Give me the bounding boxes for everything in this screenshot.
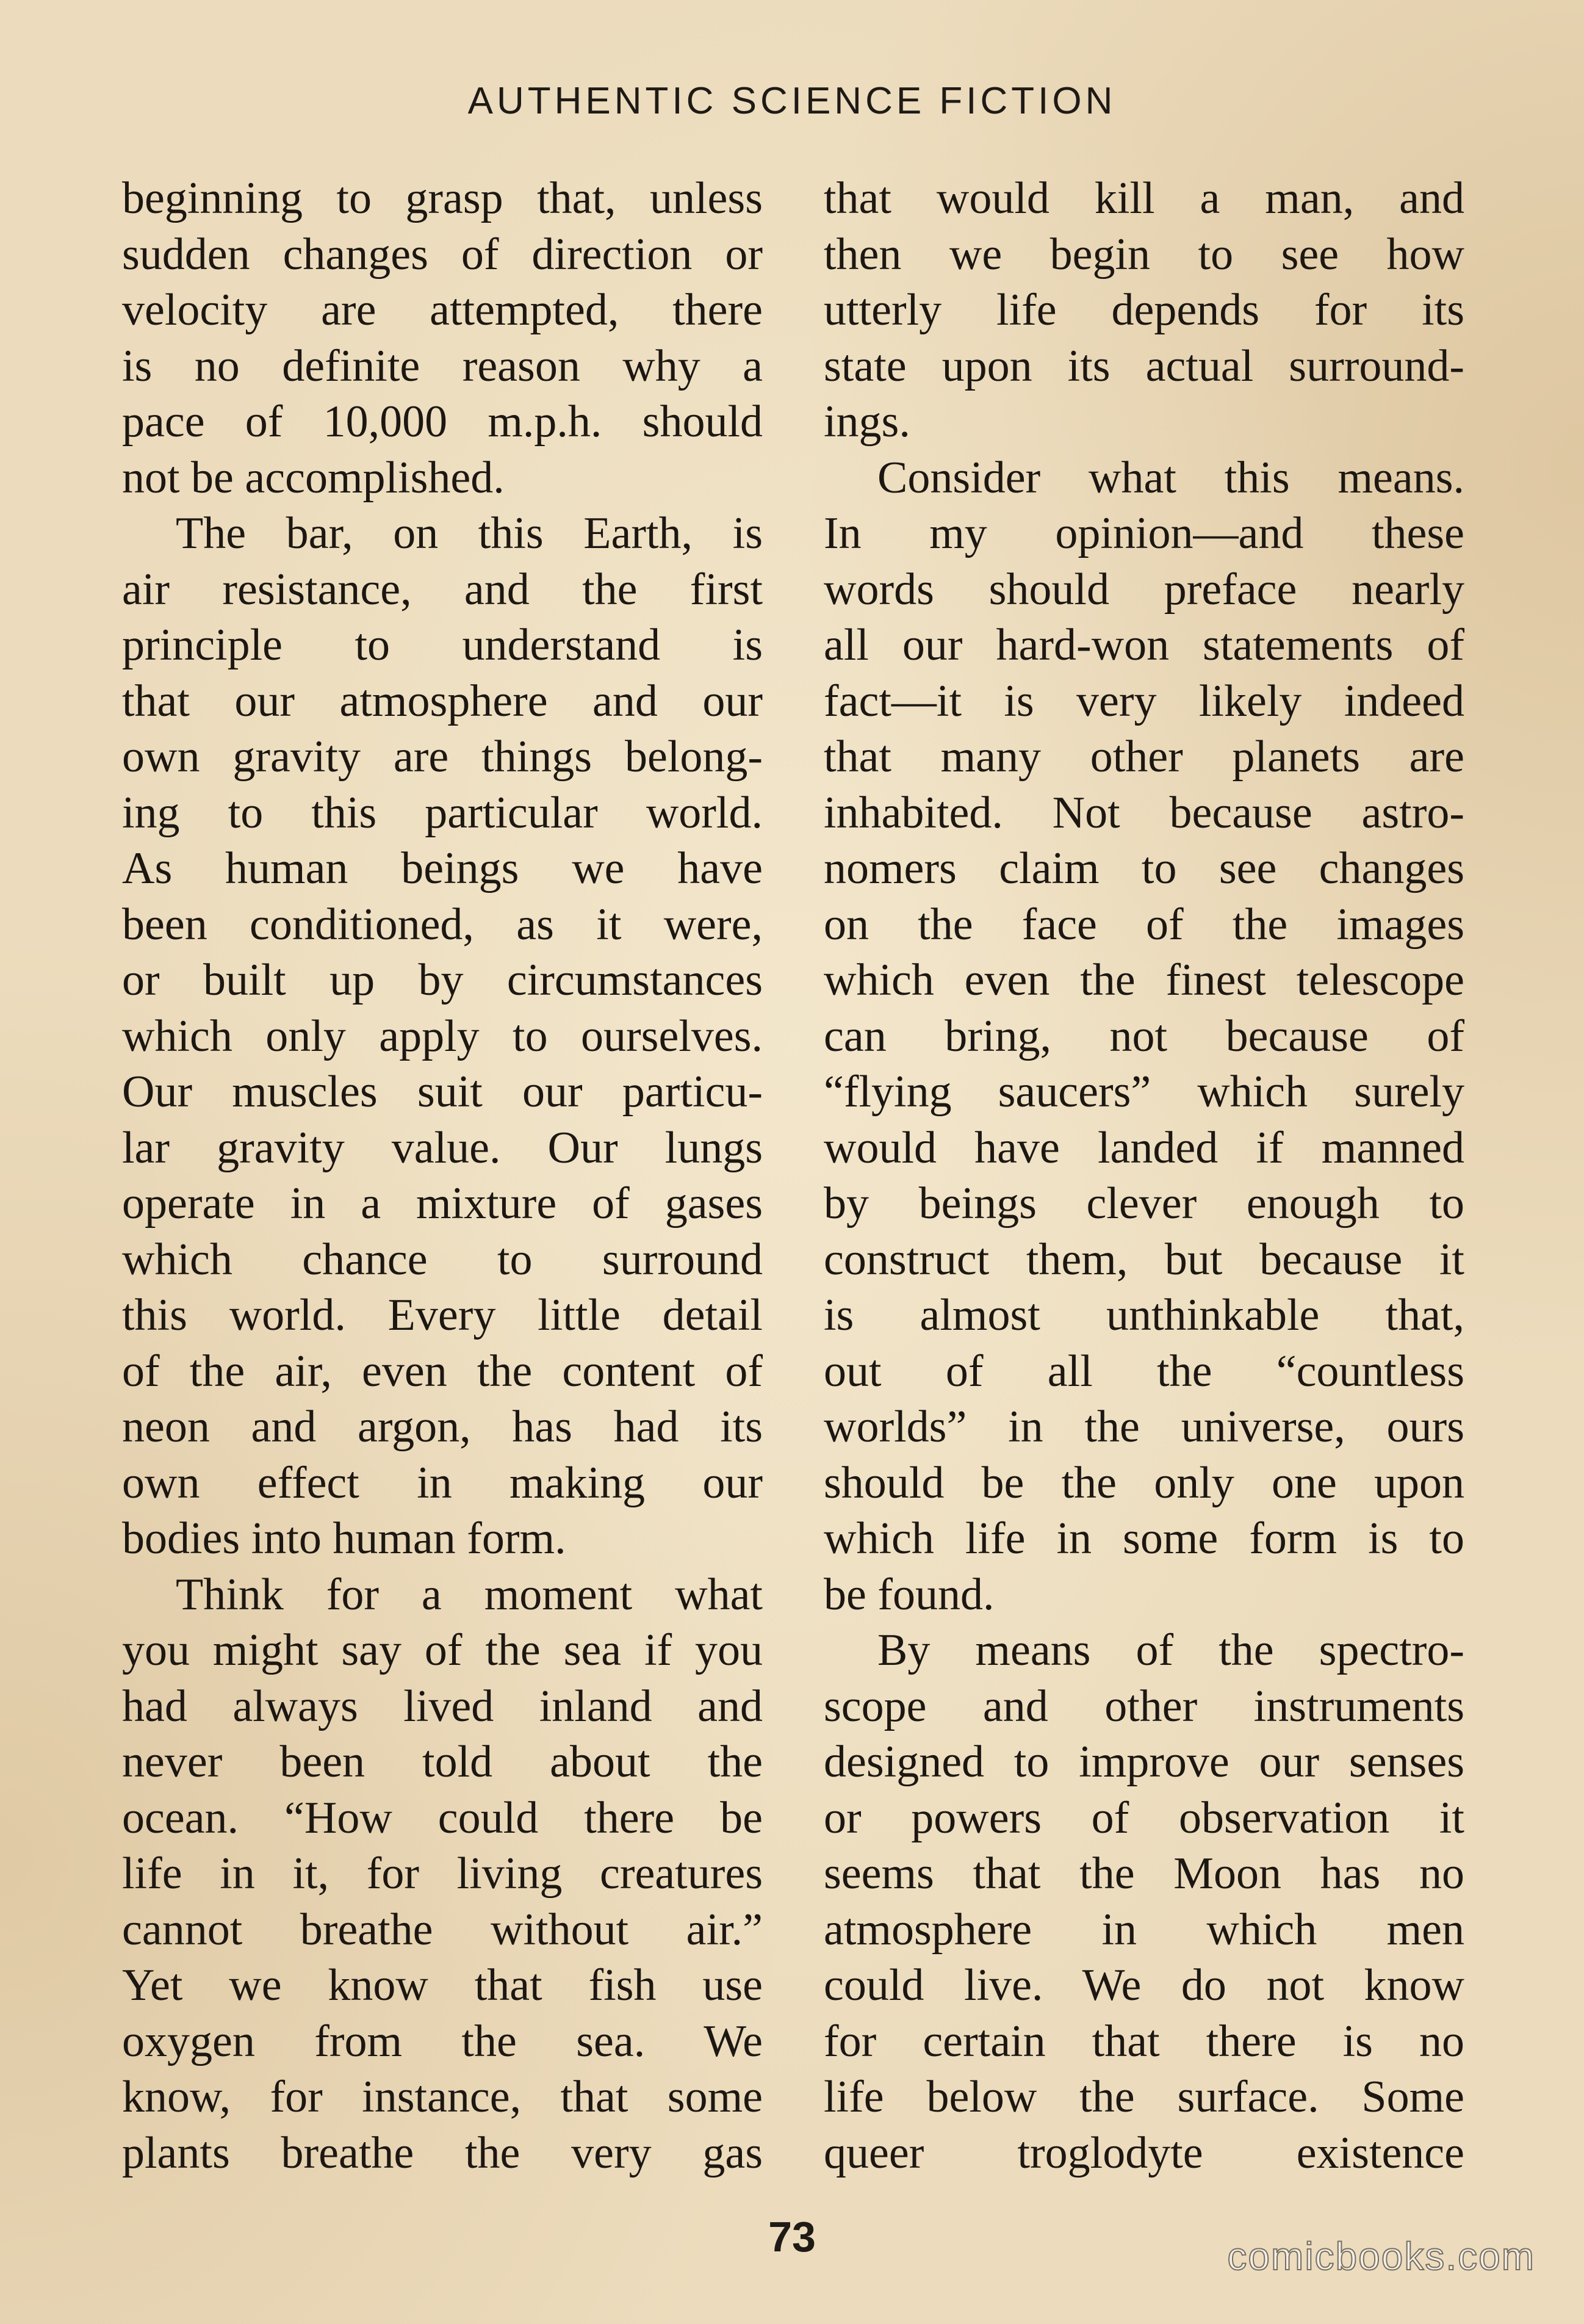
text-line: own effect in making our (122, 1457, 763, 1508)
text-line: inhabited. Not because astro- (824, 787, 1464, 838)
text-line: for certain that there is no (824, 2016, 1464, 2066)
text-line: designed to improve our senses (824, 1737, 1464, 1787)
text-line: scope and other instruments (824, 1681, 1464, 1731)
text-line: sudden changes of direction or (122, 229, 763, 280)
text-line: nomers claim to see changes (824, 843, 1464, 893)
text-line: then we begin to see how (824, 229, 1464, 280)
text-line: neon and argon, has had its (122, 1402, 763, 1452)
watermark-logo: comicbooks.com (1227, 2234, 1535, 2278)
text-line: seems that the Moon has no (824, 1849, 1464, 1899)
text-line: Our muscles suit our particu- (122, 1067, 763, 1117)
text-line: atmosphere in which men (824, 1904, 1464, 1955)
text-line: plants breathe the very gas (122, 2127, 763, 2178)
text-line: beginning to grasp that, unless (122, 173, 763, 223)
text-line: not be accomplished. (122, 452, 505, 503)
text-line: oxygen from the sea. We (122, 2016, 763, 2066)
text-line: or built up by circumstances (122, 955, 763, 1005)
text-line: lar gravity value. Our lungs (122, 1122, 763, 1173)
text-line: this world. Every little detail (122, 1290, 763, 1340)
text-line: pace of 10,000 m.p.h. should (122, 397, 763, 447)
text-line: construct them, but because it (824, 1234, 1464, 1285)
text-line: life below the surface. Some (824, 2072, 1464, 2122)
text-line: life in it, for living creatures (122, 1849, 763, 1899)
left-text-column (122, 171, 763, 2181)
text-line: which only apply to ourselves. (122, 1011, 763, 1061)
text-line: “flying saucers” which surely (824, 1067, 1464, 1117)
text-line: The bar, on this Earth, is (176, 508, 763, 558)
text-line: or powers of observation it (824, 1792, 1464, 1843)
text-line: velocity are attempted, there (122, 285, 763, 335)
text-line: that our atmosphere and our (122, 676, 763, 726)
text-line: should be the only one upon (824, 1457, 1464, 1508)
text-line: By means of the spectro- (877, 1625, 1464, 1675)
page-number: 73 (768, 2213, 816, 2261)
text-line: that many other planets are (824, 732, 1464, 782)
text-line: be found. (824, 1569, 995, 1620)
text-line: bodies into human form. (122, 1514, 566, 1564)
text-line: had always lived inland and (122, 1681, 763, 1731)
text-line: can bring, not because of (824, 1011, 1464, 1061)
text-line: on the face of the images (824, 899, 1464, 950)
text-line: In my opinion—and these (824, 508, 1464, 558)
text-line: As human beings we have (122, 843, 763, 893)
text-line: ing to this particular world. (122, 787, 763, 838)
text-line: is no definite reason why a (122, 341, 763, 391)
text-line: cannot breathe without air.” (122, 1904, 763, 1955)
text-line: worlds” in the universe, ours (824, 1402, 1464, 1452)
text-line: principle to understand is (122, 620, 763, 670)
text-line: fact—it is very likely indeed (824, 676, 1464, 726)
text-line: air resistance, and the first (122, 564, 763, 615)
text-line: Think for a moment what (176, 1569, 763, 1620)
text-line: of the air, even the content of (122, 1346, 763, 1396)
text-line: Consider what this means. (877, 452, 1464, 503)
text-line: which even the finest telescope (824, 955, 1464, 1005)
text-line: words should preface nearly (824, 564, 1464, 615)
text-line: ocean. “How could there be (122, 1792, 763, 1843)
text-line: you might say of the sea if you (122, 1625, 763, 1675)
text-line: would have landed if manned (824, 1122, 1464, 1173)
text-line: know, for instance, that some (122, 2072, 763, 2122)
text-line: which life in some form is to (824, 1514, 1464, 1564)
text-line: queer troglodyte existence (824, 2127, 1464, 2178)
right-text-column (824, 171, 1464, 2181)
text-line: by beings clever enough to (824, 1178, 1464, 1229)
text-line: all our hard-won statements of (824, 620, 1464, 670)
text-line: that would kill a man, and (824, 173, 1464, 223)
text-line: own gravity are things belong- (122, 732, 763, 782)
text-line: ings. (824, 397, 910, 447)
text-line: utterly life depends for its (824, 285, 1464, 335)
text-line: been conditioned, as it were, (122, 899, 763, 950)
text-line: is almost unthinkable that, (824, 1290, 1464, 1340)
text-line: never been told about the (122, 1737, 763, 1787)
text-line: Yet we know that fish use (122, 1960, 763, 2010)
text-line: could live. We do not know (824, 1960, 1464, 2010)
text-line: operate in a mixture of gases (122, 1178, 763, 1229)
text-line: which chance to surround (122, 1234, 763, 1285)
text-line: state upon its actual surround- (824, 341, 1464, 391)
text-line: out of all the “countless (824, 1346, 1464, 1396)
running-header: AUTHENTIC SCIENCE FICTION (467, 80, 1117, 122)
